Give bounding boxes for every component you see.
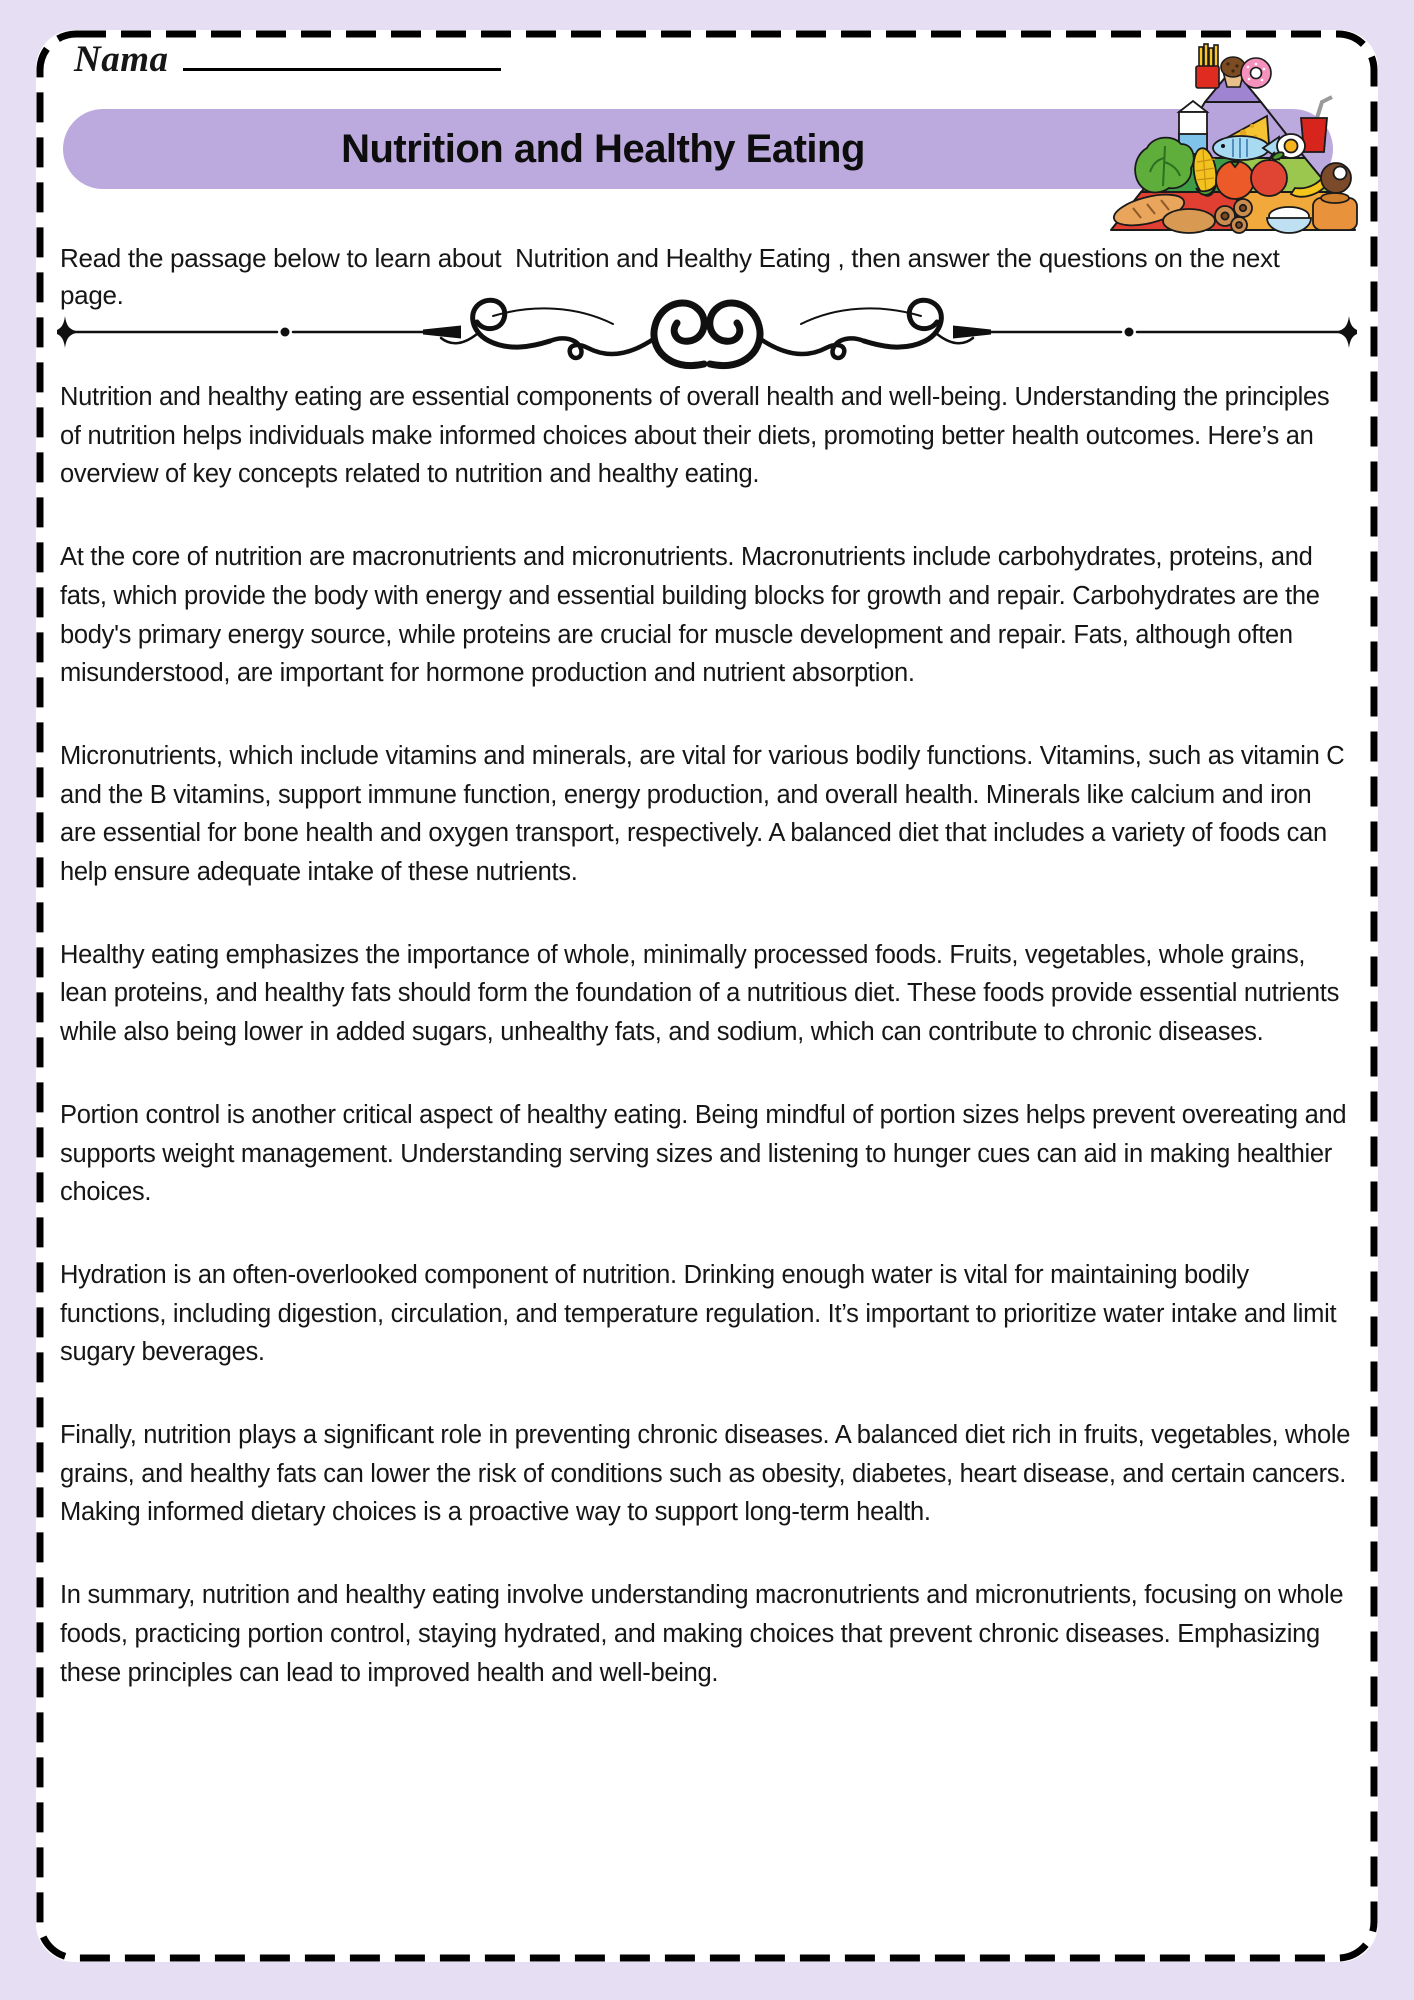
worksheet-card bbox=[36, 30, 1378, 1962]
passage bbox=[60, 378, 1354, 1736]
page-title: Nutrition and Healthy Eating bbox=[341, 127, 865, 171]
passage-paragraph: In summary, nutrition and healthy eating involve understanding macronutrients and micronutrients, focusing on whole foods, practicing portion control, staying hydrated, and making choices that prevent chronic diseases. Emphasizing these principles can lead to improved health and well-being. bbox=[60, 1581, 1344, 1687]
passage-paragraph: At the core of nutrition are macronutrients and micronutrients. Macronutrients include carbohydrates, proteins, and fats, which provide the body with energy and essential building blocks for growth and repair. Carbohydrates are the body's primary energy source, while proteins are crucial for muscle development and repair. Fats, although often misunderstood, are important for hormone production and nutrient absorption. bbox=[60, 543, 1320, 688]
passage-paragraph: Nutrition and healthy eating are essential components of overall health and well-being. Understanding the principles of nutrition helps individuals make informed choices about their diets, promoting better health outcomes. Here’s an overview of key concepts related to nutrition and healthy eating. bbox=[60, 383, 1330, 489]
name-label: Nama bbox=[74, 39, 169, 80]
name-blank-line[interactable] bbox=[183, 36, 501, 71]
passage-paragraph: Portion control is another critical aspect of healthy eating. Being mindful of portion sizes helps prevent overeating and supports weight management. Understanding serving sizes and listening to hunger cues can aid in making healthier choices. bbox=[60, 1100, 1347, 1207]
name-row bbox=[74, 36, 501, 81]
passage-paragraph: Healthy eating emphasizes the importance of whole, minimally processed foods. Fruits, vegetables, whole grains, lean proteins, and healthy fats should form the foundation of a nutritious diet. These foods provide essential nutrients while also being lower in added sugars, unhealthy fats, and sodium, which can contribute to chronic diseases. bbox=[60, 940, 1340, 1047]
passage-paragraph: Hydration is an often-overlooked component of nutrition. Drinking enough water is vital for maintaining bodily functions, including digestion, circulation, and temperature regulation. It’s important to prioritize water intake and limit sugary beverages. bbox=[60, 1260, 1337, 1367]
intro-text: Read the passage below to learn about Nutrition and Healthy Eating , then answer the questions on the next page. bbox=[60, 243, 1294, 310]
ornamental-divider-icon bbox=[57, 288, 1357, 378]
sweets-icon bbox=[1196, 44, 1271, 88]
food-pyramid-icon bbox=[1092, 40, 1364, 236]
passage-paragraph: Finally, nutrition plays a significant role in preventing chronic diseases. A balanced diet rich in fruits, vegetables, whole grains, and healthy fats can lower the risk of conditions such as obesity, diabetes, heart disease, and certain cancers. Making informed dietary choices is a proactive way to support long-term health. bbox=[60, 1421, 1351, 1527]
passage-paragraph: Micronutrients, which include vitamins and minerals, are vital for various bodily functions. Vitamins, such as vitamin C and the B vitamins, support immune function, energy production, and overall health. Minerals like calcium and iron are essential for bone health and oxygen transport, respectively. A balanced diet that includes a variety of foods can help ensure adequate intake of these nutrients. bbox=[60, 741, 1345, 887]
